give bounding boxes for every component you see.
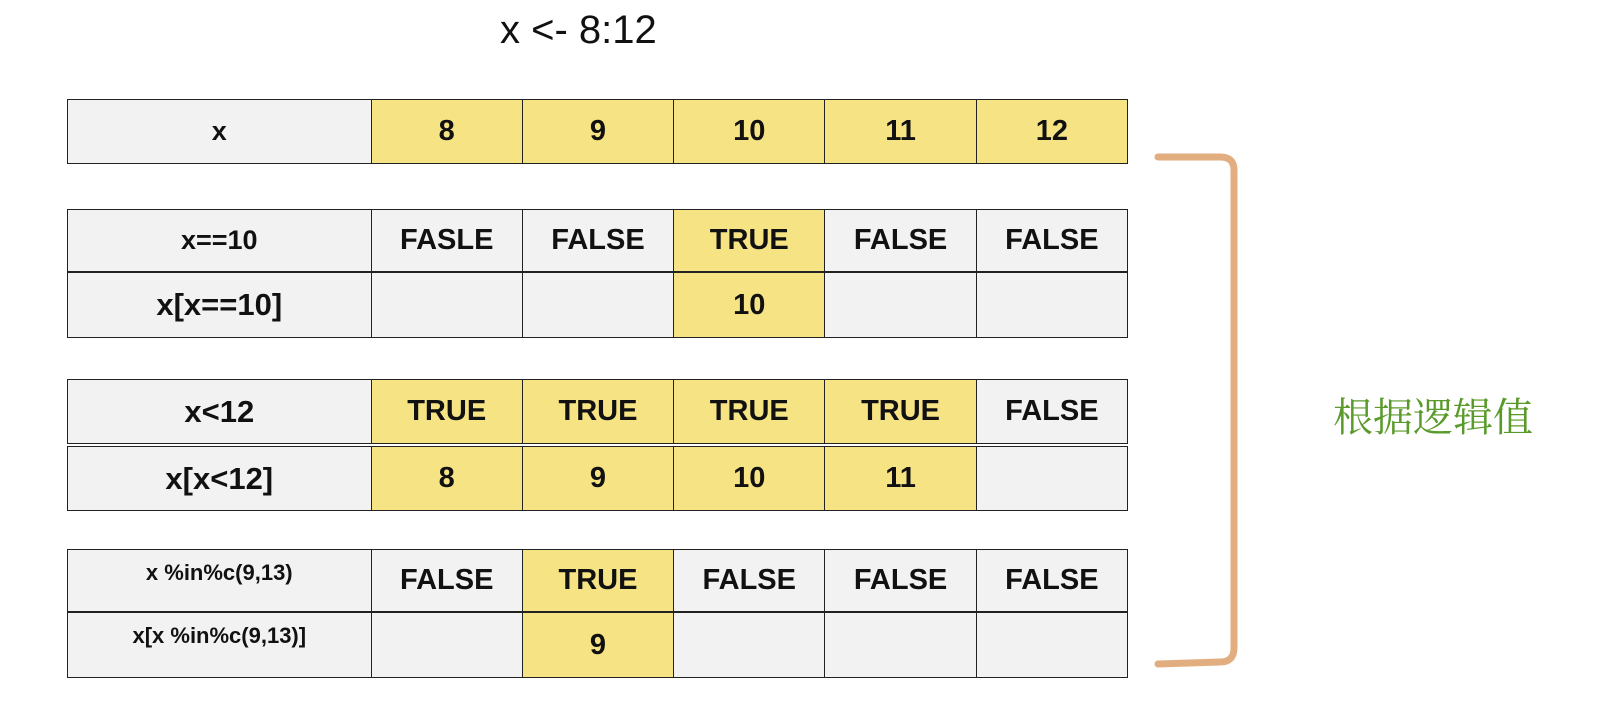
right-bracket-icon <box>1150 150 1250 680</box>
value-cell: TRUE <box>673 210 824 271</box>
table-row-x-subset-in-set <box>67 613 1128 678</box>
value-cell: 10 <box>673 447 824 510</box>
value-cell <box>522 273 673 337</box>
table-row-x-subset-eq-10 <box>67 273 1128 338</box>
value-cell: FALSE <box>976 380 1127 443</box>
value-cell <box>976 273 1127 337</box>
value-cell: TRUE <box>673 380 824 443</box>
table-row-x-subset-lt-12 <box>67 446 1128 511</box>
value-cell: FASLE <box>371 210 522 271</box>
value-cell: FALSE <box>824 210 975 271</box>
value-cell: TRUE <box>371 380 522 443</box>
table-row-x-eq-10 <box>67 209 1128 274</box>
value-cell: TRUE <box>522 550 673 611</box>
row-label: x[x %in%c(9,13)] <box>68 613 371 677</box>
row-label: x<12 <box>68 380 371 443</box>
row-label: x[x==10] <box>68 273 371 337</box>
side-note-label: 根据逻辑值 <box>1333 395 1533 441</box>
row-label: x==10 <box>68 210 371 271</box>
value-cell <box>371 273 522 337</box>
value-cell: 8 <box>371 447 522 510</box>
value-cell: 10 <box>673 100 824 163</box>
value-cell <box>976 447 1127 510</box>
bracket-path <box>1158 157 1234 664</box>
value-cell: 11 <box>824 447 975 510</box>
table-row-x-in-set <box>67 549 1128 614</box>
value-cell <box>824 613 975 677</box>
value-cell: FALSE <box>824 550 975 611</box>
value-cell: 9 <box>522 613 673 677</box>
table-row-x <box>67 99 1128 164</box>
value-cell <box>824 273 975 337</box>
value-cell: FALSE <box>976 550 1127 611</box>
value-cell: 9 <box>522 447 673 510</box>
value-cell: TRUE <box>522 380 673 443</box>
value-cell: FALSE <box>522 210 673 271</box>
value-cell: FALSE <box>371 550 522 611</box>
value-cell: 9 <box>522 100 673 163</box>
value-cell: 8 <box>371 100 522 163</box>
row-label: x[x<12] <box>68 447 371 510</box>
value-cell: 10 <box>673 273 824 337</box>
row-label: x %in%c(9,13) <box>68 550 371 611</box>
value-cell: 12 <box>976 100 1127 163</box>
table-row-x-lt-12 <box>67 379 1128 444</box>
value-cell <box>976 613 1127 677</box>
value-cell <box>673 613 824 677</box>
value-cell: FALSE <box>673 550 824 611</box>
value-cell: TRUE <box>824 380 975 443</box>
value-cell <box>371 613 522 677</box>
row-label: x <box>68 100 371 163</box>
value-cell: FALSE <box>976 210 1127 271</box>
code-title: x <- 8:12 <box>500 8 657 52</box>
value-cell: 11 <box>824 100 975 163</box>
